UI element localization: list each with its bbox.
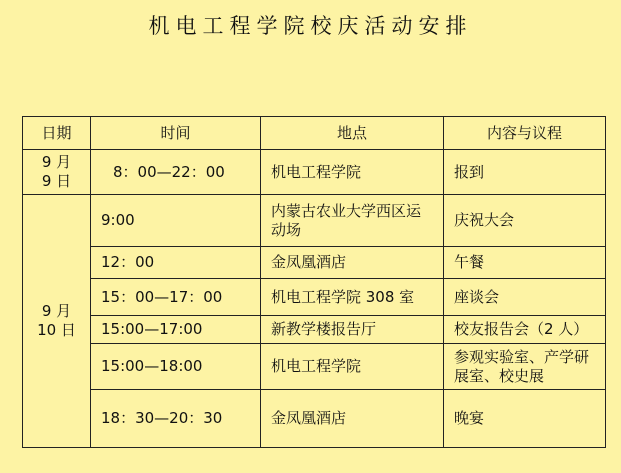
time-cell: 8：00—22：00: [91, 150, 261, 195]
header-content: 内容与议程: [444, 117, 606, 150]
table-row: [23, 150, 606, 195]
time-cell: 15:00—18:00: [91, 344, 261, 390]
date-cell-day2: [23, 195, 91, 448]
header-time: 时间: [91, 117, 261, 150]
table-row: [23, 195, 606, 247]
time-cell: 12：00: [91, 247, 261, 279]
table-header-row: [23, 117, 606, 150]
date-month: 9 月: [41, 302, 72, 320]
schedule-table: [22, 116, 606, 448]
place-cell: 机电工程学院 308 室: [261, 279, 444, 316]
place-cell: 内蒙古农业大学西区运动场: [261, 195, 444, 247]
place-cell: 新教学楼报告厅: [261, 316, 444, 344]
time-cell: 15:00—17:00: [91, 316, 261, 344]
page-title: 机电工程学院校庆活动安排: [148, 14, 473, 38]
date-month: 9 月: [41, 153, 72, 171]
place-cell: 金凤凰酒店: [261, 390, 444, 448]
date-day: 10 日: [37, 321, 76, 339]
content-cell: 参观实验室、产学研展室、校史展: [444, 344, 606, 390]
date-cell-day1: [23, 150, 91, 195]
content-cell: 报到: [444, 150, 606, 195]
time-cell: 18：30—20：30: [91, 390, 261, 448]
place-cell: 金凤凰酒店: [261, 247, 444, 279]
place-cell: 机电工程学院: [261, 344, 444, 390]
content-cell: 午餐: [444, 247, 606, 279]
table-row: [23, 247, 606, 279]
content-cell: 校友报告会（2 人）: [444, 316, 606, 344]
table-row: [23, 390, 606, 448]
content-cell: 晚宴: [444, 390, 606, 448]
time-cell: 15：00—17：00: [91, 279, 261, 316]
date-day: 9 日: [41, 172, 72, 190]
place-cell: 机电工程学院: [261, 150, 444, 195]
table-row: [23, 344, 606, 390]
content-cell: 庆祝大会: [444, 195, 606, 247]
time-cell: 9:00: [91, 195, 261, 247]
header-date: 日期: [23, 117, 91, 150]
content-cell: 座谈会: [444, 279, 606, 316]
header-place: 地点: [261, 117, 444, 150]
table-row: [23, 279, 606, 316]
table-row: [23, 316, 606, 344]
